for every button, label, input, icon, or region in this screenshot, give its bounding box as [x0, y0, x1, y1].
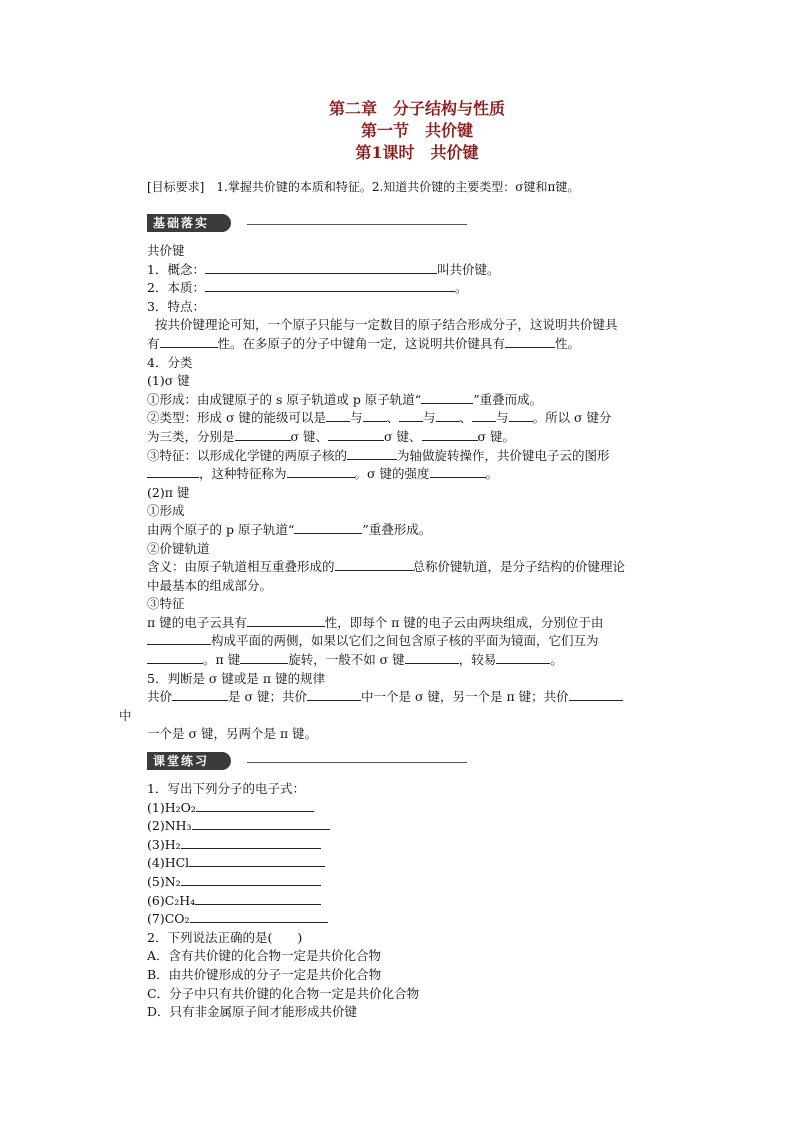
pi-feature-3	[147, 651, 677, 670]
text: 。π 键	[203, 652, 241, 668]
answer-blank[interactable]	[247, 614, 325, 627]
answer-blank[interactable]	[399, 409, 423, 422]
item-5-rule-wrap: 中	[119, 707, 132, 723]
answer-blank[interactable]	[195, 892, 321, 905]
banner-rule	[247, 224, 467, 225]
answer-blank[interactable]	[335, 558, 413, 571]
text: 由两个原子的 p 原子轨道“	[147, 521, 295, 537]
text: 共价	[147, 689, 173, 705]
answer-blank[interactable]	[294, 521, 362, 534]
text: 有	[147, 335, 160, 351]
molecule-label: (4)HCl	[147, 855, 190, 871]
molecule-label: (5)N₂	[147, 874, 181, 889]
practice-banner	[147, 752, 467, 770]
item-5-rule	[147, 688, 677, 707]
answer-blank[interactable]	[405, 651, 459, 664]
text: 总称价键轨道，是分子结构的价键理论	[412, 559, 626, 575]
text: 。所以 σ 键分	[532, 410, 612, 426]
answer-blank[interactable]	[472, 409, 496, 422]
text: ”重叠形成。	[362, 521, 432, 537]
answer-blank[interactable]	[147, 632, 211, 645]
practice-section	[147, 780, 677, 1022]
answer-blank[interactable]	[421, 391, 473, 404]
molecule-row	[147, 873, 677, 892]
text: 与	[496, 410, 509, 426]
sigma-types	[147, 409, 677, 428]
answer-blank[interactable]	[347, 447, 397, 460]
text: σ 键、	[290, 428, 329, 444]
molecule-row	[147, 892, 677, 911]
item-3: 3．特点：	[147, 298, 205, 314]
text: ①形成：由成键原子的 s 原子轨道或 p 原子轨道“	[147, 391, 422, 407]
text: σ 键、	[384, 428, 422, 444]
molecule-label: (2)NH₃	[147, 818, 192, 834]
answer-blank[interactable]	[287, 465, 355, 478]
text: ”重叠而成。	[473, 391, 543, 407]
item-2	[147, 279, 677, 298]
answer-blank[interactable]	[196, 799, 314, 812]
pi-feature	[147, 614, 677, 633]
sigma-formation	[147, 391, 677, 410]
item-4: 4．分类	[147, 354, 193, 370]
molecule-row	[147, 910, 677, 929]
item-text: 叫共价键。	[436, 261, 500, 277]
option-a[interactable]: A．含有共价键的化合物一定是共价化合物	[147, 948, 382, 964]
practice-q2: 2．下列说法正确的是( )	[147, 929, 303, 945]
item-3-para-1: 按共价键理论可知，一个原子只能与一定数目的原子结合形成分子，这说明共价键具	[155, 317, 618, 333]
text: 中一个是 σ 键，另一个是 π 键；共价	[361, 689, 569, 705]
learning-goal: [目标要求] 1.掌握共价键的本质和特征。2.知道共价键的主要类型：σ键和π键。	[147, 180, 580, 194]
text: ，这种特征称为	[199, 466, 287, 482]
banner-dot-icon	[233, 219, 241, 227]
text: 与	[349, 410, 363, 426]
text: σ 键。	[477, 428, 516, 444]
answer-blank[interactable]	[189, 854, 325, 867]
worksheet-page	[119, 0, 677, 1022]
text: 性，即每个 π 键的电子云由两块组成，分别位于由	[324, 614, 604, 630]
text: π 键的电子云具有	[147, 614, 247, 630]
text: 旋转，一般不如 σ 键	[288, 652, 405, 668]
text: 与	[423, 410, 436, 426]
answer-blank[interactable]	[422, 428, 478, 441]
answer-blank[interactable]	[496, 651, 550, 664]
sigma-feature	[147, 447, 677, 466]
item-1	[147, 261, 677, 280]
item-3-para-2	[147, 335, 677, 354]
chapter-title: 第二章 分子结构与性质	[328, 99, 505, 118]
valence-orbital	[147, 558, 677, 577]
practice-q1: 1．写出下列分子的电子式：	[147, 781, 305, 797]
item-text: 。	[454, 280, 468, 296]
text: 构成平面的两侧，如果以它们之间包含原子核的平面为镜面，它们互为	[211, 633, 599, 649]
pi-formation-heading: ①形成	[147, 503, 185, 519]
text: ，较易	[458, 652, 497, 668]
answer-blank[interactable]	[147, 465, 199, 478]
text: 是 σ 键；共价	[228, 689, 307, 705]
answer-blank[interactable]	[509, 409, 533, 422]
molecule-label: (1)H₂O₂	[147, 799, 196, 815]
molecule-row	[147, 854, 677, 873]
answer-blank[interactable]	[172, 688, 228, 701]
answer-blank[interactable]	[326, 409, 350, 422]
text: 。σ 键的强度	[354, 466, 430, 482]
section-title: 第一节 共价键	[360, 121, 473, 140]
answer-blank[interactable]	[235, 428, 291, 441]
text: 性。	[555, 335, 581, 351]
answer-blank[interactable]	[181, 836, 321, 849]
answer-blank[interactable]	[328, 428, 384, 441]
pi-heading: (2)π 键	[147, 484, 190, 500]
answer-blank[interactable]	[181, 873, 321, 886]
option-d[interactable]: D．只有非金属原子间才能形成共价键	[147, 1004, 358, 1020]
text: 含义：由原子轨道相互重叠形成的	[147, 559, 335, 575]
item-5-rule-2: 一个是 σ 键，另两个是 π 键。	[147, 726, 318, 742]
molecule-row	[147, 799, 677, 818]
answer-blank[interactable]	[205, 279, 455, 292]
banner-dot-icon	[233, 757, 241, 765]
answer-blank[interactable]	[240, 651, 288, 664]
molecule-row	[147, 817, 677, 836]
answer-blank[interactable]	[569, 688, 623, 701]
text: 为轴做旋转操作，共价键电子云的图形	[397, 447, 610, 463]
molecule-label: (7)CO₂	[147, 911, 190, 927]
answer-blank[interactable]	[205, 261, 437, 274]
text: 为三类，分别是	[147, 428, 235, 444]
molecule-label: (3)H₂	[147, 836, 181, 852]
basic-banner-label: 基础落实	[147, 214, 231, 232]
sigma-types-2	[147, 428, 677, 447]
section-heading: 共价键	[147, 243, 185, 258]
answer-blank[interactable]	[147, 651, 203, 664]
text: 。	[550, 652, 563, 668]
pi-feature-2	[147, 632, 677, 651]
answer-blank[interactable]	[307, 688, 361, 701]
pi-formation	[147, 521, 677, 540]
practice-banner-label: 课堂练习	[147, 752, 231, 770]
pi-feature-heading: ③特征	[147, 596, 185, 612]
basic-banner	[147, 214, 467, 232]
text: ②类型：形成 σ 键的能级可以是	[147, 410, 326, 426]
answer-blank[interactable]	[430, 465, 486, 478]
banner-rule	[247, 762, 467, 763]
item-label: 1．概念：	[147, 261, 205, 277]
answer-blank[interactable]	[192, 817, 330, 830]
item-label: 2．本质：	[147, 280, 205, 296]
molecule-label: (6)C₂H₄	[147, 892, 196, 908]
valence-orbital-2: 中最基本的组成部分。	[147, 577, 273, 593]
answer-blank[interactable]	[160, 335, 218, 348]
sigma-heading: (1)σ 键	[147, 373, 190, 389]
answer-blank[interactable]	[505, 335, 555, 348]
answer-blank[interactable]	[436, 409, 460, 422]
valence-orbital-heading: ②价键轨道	[147, 540, 210, 556]
sigma-feature-2	[147, 465, 677, 484]
lesson-title: 第1课时 共价键	[355, 143, 479, 162]
text: ③特征：以形成化学键的两原子核的	[147, 447, 348, 463]
molecule-row	[147, 836, 677, 855]
text: 性。在多原子的分子中键角一定，这说明共价键具有	[217, 335, 506, 351]
answer-blank[interactable]	[363, 409, 387, 422]
option-c[interactable]: C．分子中只有共价键的化合物一定是共价化合物	[147, 985, 420, 1001]
item-5: 5．判断是 σ 键或是 π 键的规律	[147, 670, 326, 686]
text: 。	[485, 466, 499, 482]
option-b[interactable]: B．由共价键形成的分子一定是共价化合物	[147, 966, 382, 982]
text: 、	[459, 410, 473, 426]
basic-section	[119, 242, 677, 744]
answer-blank[interactable]	[190, 910, 328, 923]
text: 、	[386, 410, 400, 426]
